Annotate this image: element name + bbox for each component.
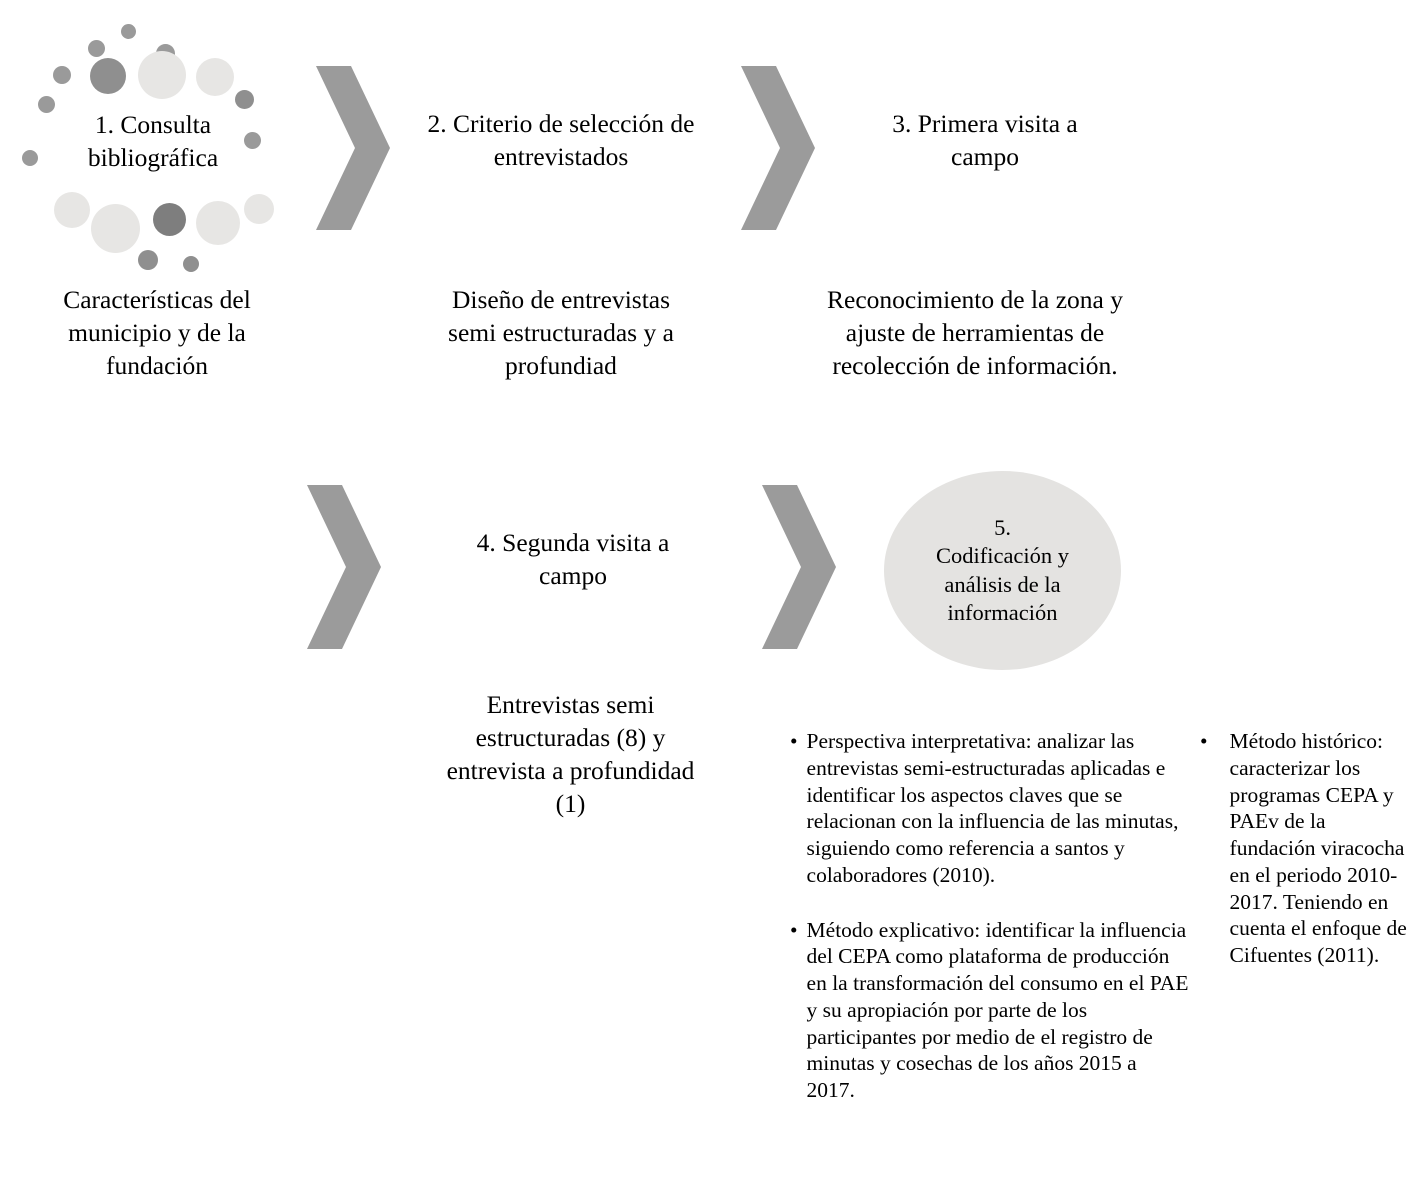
decorative-dot: [91, 204, 140, 253]
list-item-text: Perspectiva interpretativa: analizar las entrevistas semi-estructuradas aplicadas e identificar los aspectos claves que se relacionan con la influencia de las minutas, siguiendo como referencia a santos y colaboradores (2010).: [806, 729, 1179, 887]
step-4-description-line-3: entrevista a profundidad: [446, 756, 695, 786]
decorative-dot: [235, 90, 254, 109]
step-5-circle-node: [884, 471, 1121, 670]
decorative-dot: [88, 40, 105, 57]
analysis-methods-right-column: [1200, 728, 1412, 969]
decorative-dot: [138, 250, 158, 270]
step-2-title-line-2: entrevistados: [493, 141, 629, 171]
chevron-arrow-3-icon: [303, 483, 385, 651]
decorative-dot: [153, 203, 186, 236]
step-3-description: [775, 283, 1175, 382]
step-1-title-line-2: bibliográfica: [87, 143, 219, 173]
list-item-text: Método histórico: caracterizar los programas CEPA y PAEv de la fundación viracocha en el periodo 2010-2017. Teniendo en cuenta el enfoque de Cifuentes (2011).: [1229, 729, 1407, 968]
bullet-point-icon: •: [790, 729, 798, 753]
step-3-title: [840, 108, 1130, 173]
step-2-description-line-3: profundiad: [505, 351, 617, 381]
decorative-dot: [54, 192, 90, 228]
step-5-title-line-2: Codificación y: [935, 543, 1070, 569]
step-5-title-line-4: información: [947, 599, 1058, 625]
step-3-title-line-2: campo: [951, 141, 1019, 171]
decorative-dot: [53, 66, 71, 84]
step-3-description-line-2: ajuste de herramientas de: [845, 318, 1105, 348]
list-item-text: Método explicativo: identificar la influencia del CEPA como plataforma de producción en la transformación del consumo en el PAE y su apropiación por parte de los participantes por medio de el registro de minutas y cosechas de los años 2015 a 2017.: [806, 917, 1189, 1103]
step-1-description-line-2: municipio y de la: [68, 318, 246, 348]
step-1-title: [28, 108, 278, 174]
step-1-description-line-1: Características del: [63, 285, 251, 314]
step-3-title-line-1: 3. Primera visita a: [892, 109, 1078, 138]
list-item: [1200, 728, 1412, 969]
step-5-title-line-3: análisis de la: [944, 571, 1061, 597]
step-4-title-line-1: 4. Segunda visita a: [476, 528, 670, 557]
step-4-description-line-1: Entrevistas semi: [486, 690, 655, 719]
list-item: [790, 728, 1190, 889]
decorative-dot: [244, 194, 274, 224]
step-2-title: [396, 108, 726, 173]
decorative-dot: [90, 58, 126, 94]
step-1-description-line-3: fundación: [106, 351, 208, 381]
step-3-description-line-1: Reconocimiento de la zona y: [827, 285, 1123, 314]
decorative-dot: [196, 58, 234, 96]
chevron-arrow-4-icon: [758, 483, 840, 651]
decorative-dot: [196, 201, 240, 245]
bullet-point-icon: •: [790, 917, 798, 942]
step-2-description: [396, 283, 726, 382]
step-2-description-line-1: Diseño de entrevistas: [451, 285, 671, 314]
decorative-dot: [183, 256, 199, 272]
chevron-arrow-1-icon: [312, 64, 394, 232]
decorative-dot: [121, 24, 136, 39]
step-4-description: [398, 688, 743, 821]
step-1-title-line-1: 1. Consulta: [94, 110, 212, 139]
bullet-point-icon: •: [1200, 729, 1208, 753]
step-2-title-line-1: 2. Criterio de selección de: [427, 109, 695, 138]
step-3-description-line-3: recolección de información.: [832, 351, 1118, 381]
step-4-description-line-4: (1): [555, 789, 586, 819]
step-5-title-line-1: 5.: [994, 514, 1011, 540]
step-2-description-line-2: semi estructuradas y a: [448, 318, 674, 348]
decorative-dot: [138, 51, 186, 99]
step-4-title-line-2: campo: [539, 560, 607, 590]
analysis-methods-left-column: [790, 728, 1190, 1104]
step-1-description: [26, 283, 288, 382]
chevron-arrow-2-icon: [737, 64, 819, 232]
step-4-title: [418, 527, 728, 592]
list-item: [790, 917, 1190, 1104]
step-5-title: [918, 514, 1087, 627]
step-4-description-line-2: estructuradas (8) y: [475, 723, 666, 753]
